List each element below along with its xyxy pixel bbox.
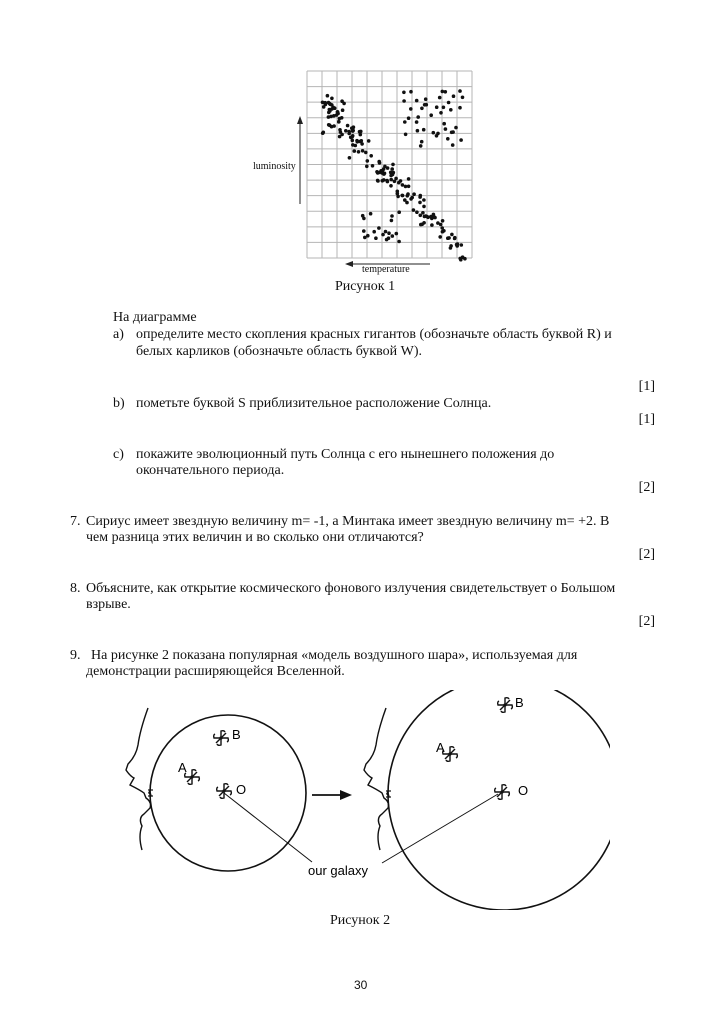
transition-arrowhead (340, 790, 352, 800)
star-dot (338, 128, 342, 132)
star-dot (389, 184, 393, 188)
star-dot (458, 89, 462, 93)
star-dot (407, 116, 411, 120)
star-dot (416, 129, 420, 133)
star-dot (391, 163, 395, 167)
star-dot (422, 198, 426, 202)
star-dot (423, 103, 427, 107)
right-face-profile (364, 708, 389, 850)
star-dot (441, 230, 445, 234)
star-dot (327, 111, 331, 115)
luminosity-label: luminosity (253, 161, 296, 172)
star-dot (406, 192, 410, 196)
star-dot (393, 180, 397, 184)
q9-line1: На рисунке 2 показана популярная «модель воздушного шара», используемая для (91, 648, 578, 663)
left-galaxy-a-icon (185, 770, 200, 785)
star-dot (378, 161, 382, 165)
star-dot (409, 90, 413, 94)
q7-marks: [2] (638, 547, 655, 562)
temperature-label: temperature (362, 264, 410, 275)
star-dot (422, 128, 426, 132)
q6b-text: пометьте буквой S приблизительное расположение Солнца. (136, 396, 492, 411)
large-balloon (388, 690, 610, 910)
star-dot (458, 106, 462, 110)
star-dot (377, 226, 381, 230)
q9-line2: демонстрации расширяющейся Вселенной. (86, 664, 345, 679)
star-dot (381, 233, 385, 237)
star-dot (409, 197, 413, 201)
star-dot (429, 113, 433, 117)
star-dot (461, 96, 465, 100)
star-dot (400, 194, 404, 198)
star-dot (453, 237, 457, 241)
left-face-profile (126, 708, 151, 850)
star-dot (389, 178, 393, 182)
star-dot (450, 233, 454, 237)
star-dot (407, 177, 411, 181)
star-dot (386, 180, 390, 184)
star-dot (351, 139, 355, 143)
star-dot (389, 174, 393, 178)
star-dot (442, 106, 446, 110)
q6a-marker: a) (113, 327, 124, 342)
star-dot (387, 231, 391, 235)
star-dot (380, 171, 384, 175)
star-dot (418, 201, 422, 205)
right-galaxy-o-icon (495, 785, 510, 800)
figure-2 (120, 690, 610, 910)
star-dot (424, 97, 428, 101)
star-dot (438, 235, 442, 239)
star-dot (351, 134, 355, 138)
star-dot (435, 134, 439, 138)
star-dot (440, 226, 444, 230)
star-dot (419, 194, 423, 198)
star-dot (335, 113, 339, 117)
left-galaxy-o-icon (217, 784, 232, 799)
q6c-marker: c) (113, 447, 124, 462)
star-dot (331, 106, 335, 110)
star-dot (403, 120, 407, 124)
star-dot (412, 208, 416, 212)
q6b-marks: [1] (638, 412, 655, 427)
star-dot (391, 234, 395, 238)
star-dot (362, 217, 366, 221)
star-dot (430, 223, 434, 227)
star-dot (409, 107, 413, 111)
q8-marks: [2] (638, 614, 655, 629)
q6c-line2: окончательного периода. (136, 463, 285, 478)
star-dot (402, 91, 406, 95)
star-dot (424, 214, 428, 218)
star-dot (376, 179, 380, 183)
right-label-a: A (436, 740, 445, 755)
star-dot (326, 94, 330, 98)
figure-2-caption: Рисунок 2 (330, 913, 391, 928)
balloon-model (120, 690, 610, 910)
star-dot (415, 120, 419, 124)
star-dot (404, 133, 408, 137)
star-dot (422, 205, 426, 209)
star-dot (327, 123, 331, 127)
q7-line2: чем разница этих величин и во сколько они отличаются? (86, 530, 424, 545)
star-dot (390, 167, 394, 171)
q8-line1: Объясните, как открытие космического фонового излучения свидетельствует о Большом (86, 581, 616, 596)
star-dot (341, 108, 345, 112)
callout-line-right (382, 794, 498, 863)
star-dot (459, 138, 463, 142)
star-dot (332, 124, 336, 128)
right-label-o: O (518, 783, 529, 798)
star-dot (432, 131, 436, 135)
star-dot (404, 185, 408, 189)
star-dot (354, 144, 358, 148)
star-dot (361, 149, 365, 153)
star-dot (444, 90, 448, 94)
q9-number: 9. (70, 648, 81, 663)
q7-number: 7. (70, 514, 81, 529)
star-dot (432, 213, 436, 217)
left-galaxy-b-icon (214, 731, 229, 746)
star-dot (347, 130, 351, 134)
q7-line1: Сириус имеет звездную величину m= -1, а Минтака имеет звездную величину m= +2. В (86, 514, 610, 529)
star-dot (451, 143, 455, 147)
q6c-marks: [2] (638, 480, 655, 495)
star-dot (382, 178, 386, 182)
star-dot (336, 110, 340, 114)
star-dot (452, 94, 456, 98)
luminosity-arrowhead (297, 116, 303, 124)
star-dot (386, 166, 390, 170)
q6a-line2: белых карликов (обозначьте область буквой W). (136, 344, 422, 359)
star-dot (449, 108, 453, 112)
star-dot (385, 238, 389, 242)
star-dot (374, 236, 378, 240)
star-dot (384, 230, 388, 234)
star-dot (362, 229, 366, 233)
star-dot (454, 126, 458, 130)
star-dot (439, 223, 443, 227)
star-dot (449, 246, 453, 250)
left-label-a: A (178, 760, 187, 775)
star-dot (366, 159, 370, 163)
star-dot (419, 144, 423, 148)
star-dot (344, 129, 348, 133)
star-dot (390, 219, 394, 223)
q6b-marker: b) (113, 396, 125, 411)
star-dot (412, 192, 416, 196)
star-dot (407, 185, 411, 189)
star-dot (446, 137, 450, 141)
star-dot (397, 210, 401, 214)
q6c-line1: покажите эволюционный путь Солнца с его нынешнего положения до (136, 447, 555, 462)
star-dot (364, 151, 368, 155)
star-dot (377, 171, 381, 175)
star-dot (322, 105, 326, 109)
star-dot (441, 219, 445, 223)
right-label-b: B (515, 695, 524, 710)
star-dot (435, 105, 439, 109)
star-dot (371, 164, 375, 168)
star-dot (439, 111, 443, 115)
star-dot (415, 99, 419, 103)
star-dot (455, 243, 459, 247)
star-dot (390, 214, 394, 218)
page-number: 30 (354, 978, 368, 992)
left-label-b: B (232, 727, 241, 742)
star-dot (359, 130, 363, 134)
star-dot (321, 131, 325, 135)
star-dot (458, 257, 462, 261)
star-dot (460, 243, 464, 247)
star-dot (397, 240, 401, 244)
q6-intro: На диаграмме (113, 310, 197, 325)
figure-1-caption: Рисунок 1 (335, 279, 396, 294)
star-dot (444, 127, 448, 131)
star-dot (396, 192, 400, 196)
right-galaxy-a-icon (443, 747, 458, 762)
our-galaxy-label: our galaxy (308, 863, 368, 878)
star-dot (420, 107, 424, 111)
star-dot (420, 140, 424, 144)
star-dot (359, 133, 363, 137)
star-dot (330, 97, 334, 101)
star-dot (340, 99, 344, 103)
star-dot (369, 154, 373, 158)
star-dot (397, 181, 401, 185)
star-dot (357, 150, 361, 154)
star-dot (422, 221, 426, 225)
star-dot (338, 135, 342, 139)
star-dot (372, 230, 376, 234)
q8-line2: взрыве. (86, 597, 131, 612)
star-dot (365, 165, 369, 169)
star-dot (451, 130, 455, 134)
star-dot (419, 214, 423, 218)
star-dot (327, 101, 331, 105)
q6a-marks: [1] (638, 379, 655, 394)
star-dot (350, 126, 354, 130)
q6a-line1: определите место скопления красных гигантов (обозначьте область буквой R) и (136, 327, 612, 342)
star-dot (367, 139, 371, 143)
q8-number: 8. (70, 581, 81, 596)
star-dot (442, 122, 446, 126)
star-dot (395, 232, 399, 236)
star-dot (353, 149, 357, 153)
star-dot (346, 124, 350, 128)
star-dot (421, 211, 425, 215)
star-dot (403, 198, 407, 202)
star-dot (463, 257, 467, 261)
star-dot (363, 236, 367, 240)
star-dot (348, 156, 352, 160)
star-dot (447, 236, 451, 240)
temperature-arrowhead (345, 261, 353, 267)
star-dot (415, 210, 419, 214)
star-dot (402, 99, 406, 103)
star-dot (416, 115, 420, 119)
star-dot (401, 183, 405, 187)
star-dot (360, 139, 364, 143)
star-dot (389, 171, 393, 175)
star-dot (321, 101, 325, 105)
right-galaxy-b-icon (498, 698, 513, 713)
star-dot (438, 96, 442, 100)
star-dot (338, 117, 342, 121)
star-dot (337, 120, 341, 124)
figure-1 (250, 66, 490, 276)
left-label-o: O (236, 782, 247, 797)
star-dot (447, 101, 451, 105)
star-dot (369, 212, 373, 216)
